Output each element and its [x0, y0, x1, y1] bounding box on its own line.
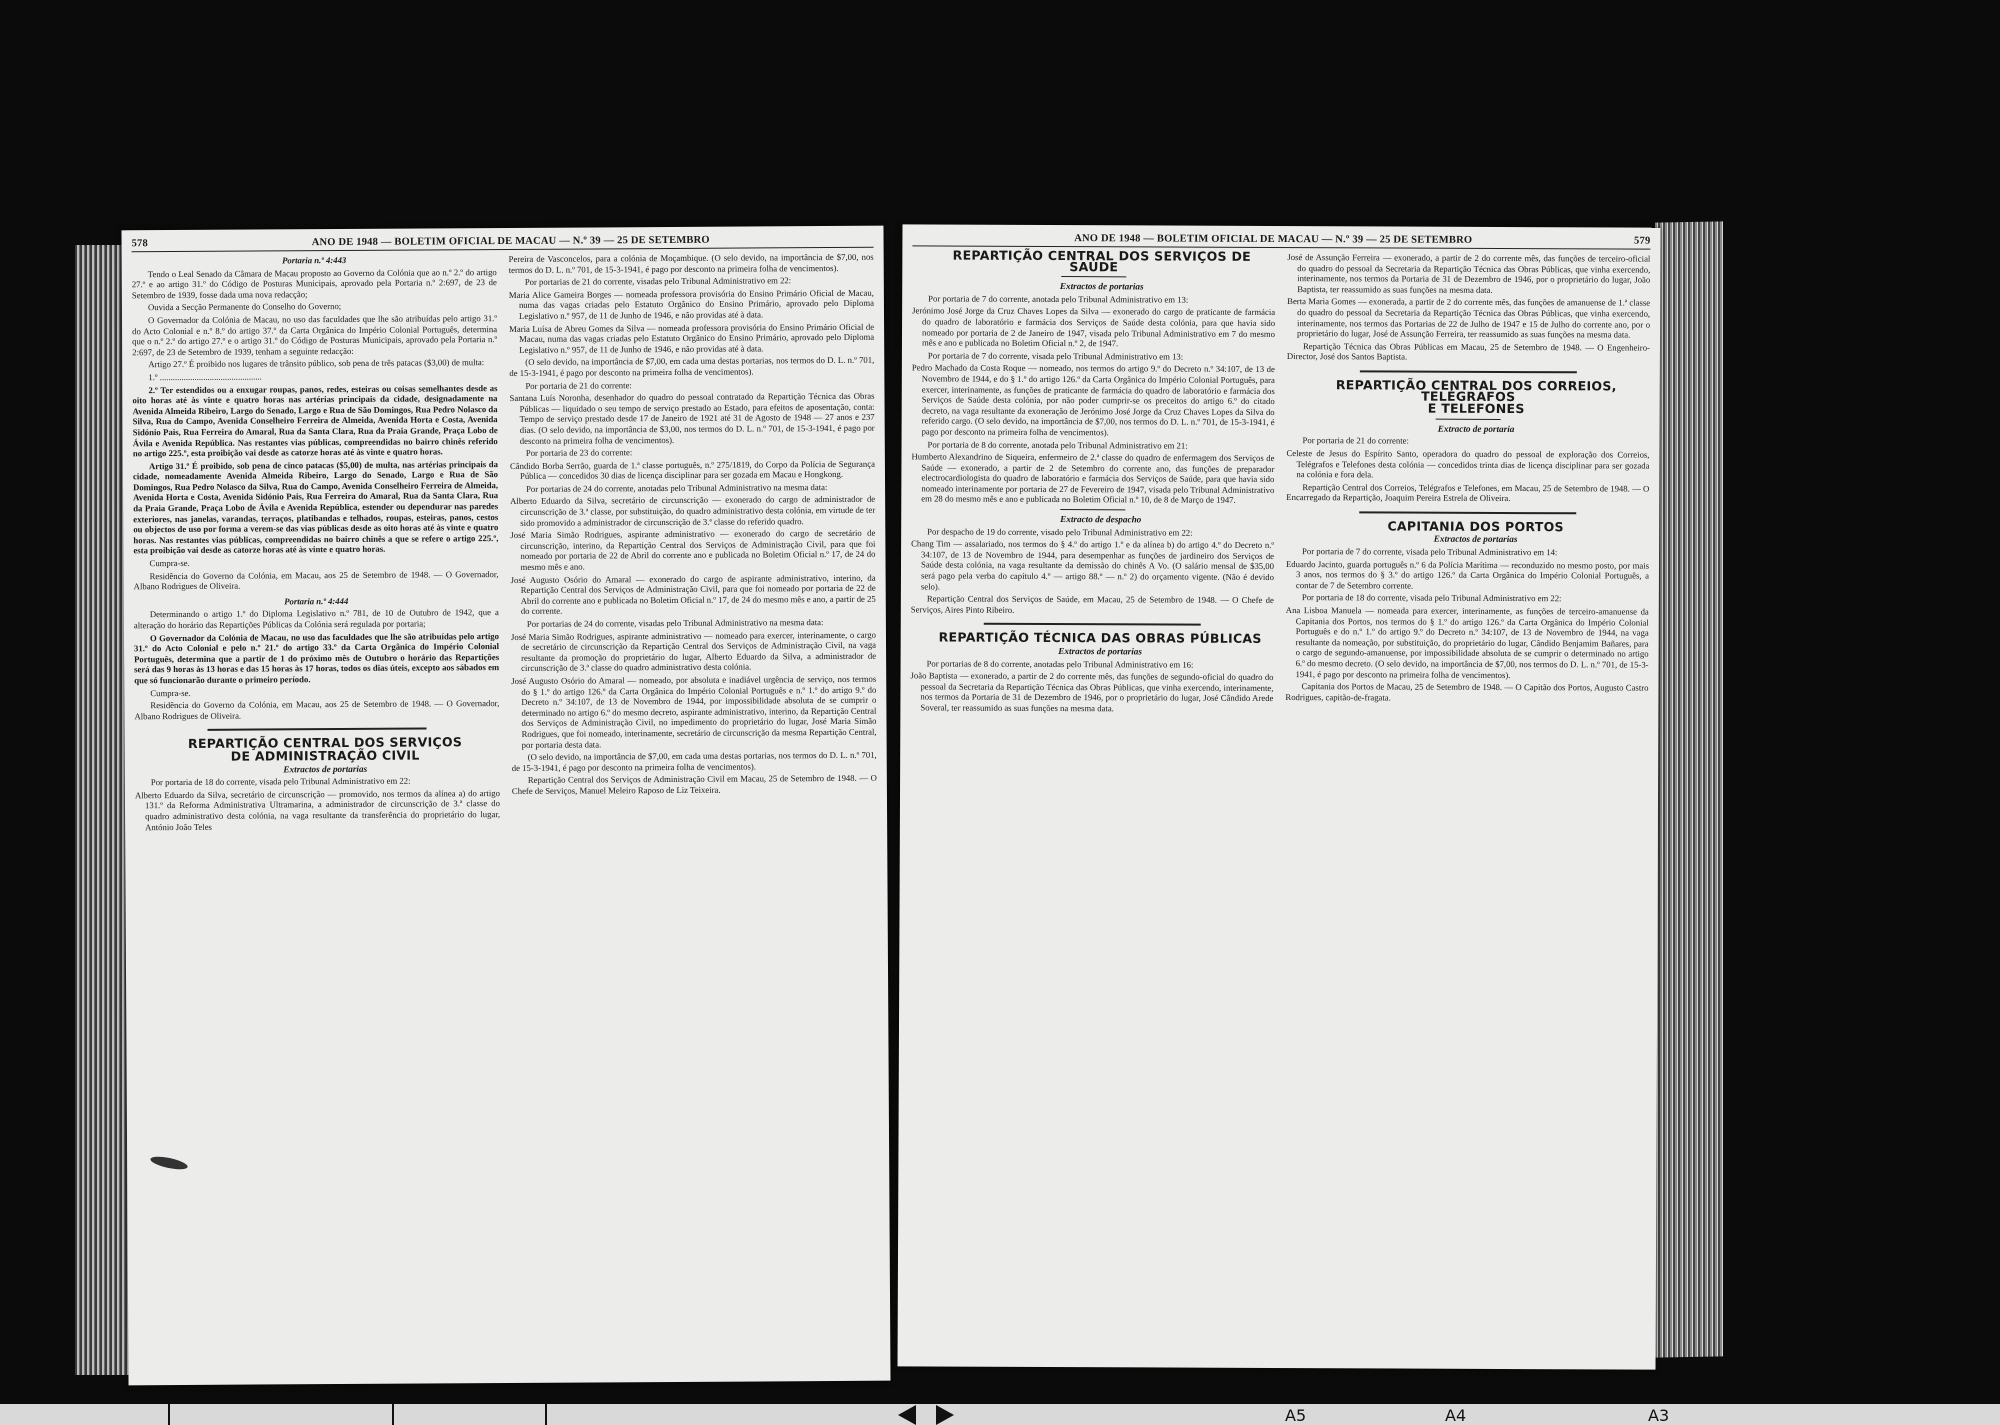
right-page-column-1: [910, 247, 1276, 716]
paragraph: Por portaria de 8 do corrente, anotada pelo Tribunal Administrativo em 21:: [927, 438, 1188, 451]
paragraph: Cumpra-se.: [149, 557, 190, 569]
paragraph: 2.º Ter estendidos ou a enxugar roupas, panos, redes, esteiras ou coisas semelhantes desde as oito horas até às vinte e quatro horas nas artérias principais da cidade, designadamente na Avenida Almeida Ribeiro, Largo do Senado, Largo e Rua de São Domingos, Rua Pedro Nolasco da Silva, Rua do Campo, Avenida Conselheiro Ferreira de Almeida, Avenida Horta e Costa, Avenida Sidónio Pais, Rua Ferreira do Amaral, Rua da Santa Clara, Rua da Praia Grande, Praça Lobo de Ávila e Avenida República. Nas restantes vias públicas, compreendidas no bairro chinês referido no artigo 225.º, esta proibição vai desde as catorze horas até às vinte e quatro horas.: [132, 382, 498, 459]
section-subtitle: Extractos de portarias: [1433, 534, 1518, 545]
paragraph: Humberto Alexandrino de Siqueira, enfermeiro de 2.ª classe do quadro de enfermagem dos Serviços de Saúde — exonerado, a partir de 2 de Setembro do corrente ano, das funções de preparador electrocardiologista do quadro de laboratório e farmácia dos Serviços de Saúde, para que havia sido nomeado interinamente por portaria de 27 de Fevereiro de 1947, visada pelo Tribunal Administrativo em 28 do mesmo mês e ano e publicada no Boletim Oficial n.º 10, de 8 de Março de 1947.: [911, 451, 1275, 506]
strip-tick: [168, 1404, 170, 1425]
section-title: REPARTIÇÃO CENTRAL DOS SERVIÇOS: [187, 734, 463, 752]
signature-line: Residência do Governo da Colónia, em Macau, aos 25 de Setembro de 1948. — O Governador, Albano Rodrigues de Oliveira.: [134, 698, 500, 722]
paragraph: Cumpra-se.: [150, 687, 191, 698]
paragraph: Alberto Eduardo da Silva, secretário de circunscrição — promovido, nos termos da alínea a) do artigo 131.º da Reforma Administrativa Ultramarina, a administrador de circunscrição de 3.ª classe do quadro administrativo desta colónia, na vaga resultante da transferência do proprietário do lugar, António João Teles: [134, 787, 501, 832]
paragraph: José Augusto Osório do Amaral — nomeado, por absoluta e inadiável urgência de serviço, nos termos do § 1.º do artigo 126.º da Carta Orgânica do Império Colonial Português e n.º 1.º do artigo 9.º do Decreto n.º 34:107, de 13 de Novembro de 1944, por impossibilidade absoluta de se cumprir o determinado no artigo 6.º do mesmo decreto, aspirante administrativo, interino, da Repartição Central dos Serviços de Administração Civil, no impedimento do proprietário do lugar, José Maria Simão Rodrigues, que foi nomeado, interinamente, secretário de circunscrição da mesma Repartição Central, por portaria desta data.: [511, 673, 877, 750]
book-edge-right: [1655, 221, 1723, 1357]
left-page-column-1: [132, 254, 501, 834]
paragraph: Maria Alice Gameira Borges — nomeada professora provisória do Ensino Primário Oficial de Macau, numa das vagas criadas pelo Estatuto Orgânico do Ensino Primário, aprovado pelo Diploma Legislativo n.º 957, de 11 de Junho de 1946, e não providas até à data.: [508, 287, 874, 321]
paragraph: Chang Tim — assalariado, nos termos do § 4.º do artigo 1.º e da alínea b) do artigo 4.º do Decreto n.º 34:107, de 13 de Novembro de 1944, para desempenhar as funções de jardineiro dos Serviços de Saúde desta colónia, na vaga resultante da demissão do chinês A Vo. (O salário mensal de $35,00 será pago pela verba do capítulo 4.º — artigo 88.º — n.º 2) do orçamento vigente. (Não é devido selo).: [911, 538, 1275, 592]
section-subtitle: Extracto de portaria: [1437, 423, 1515, 434]
paragraph: Por portarias de 24 do corrente, anotadas pelo Tribunal Administrativo na mesma data:: [526, 481, 828, 494]
section-title: CAPITANIA DOS PORTOS: [1387, 518, 1564, 535]
paragraph: Santana Luís Noronha, desenhador do quadro do pessoal contratado da Repartição Técnica das Obras Públicas — liquidado o seu tempo de serviço prestado ao Estado, para efeitos de aposentação, conta: Tempo de serviço prestado desde 17 de Janeiro de 1921 até 31 de Agosto de 1948 — 27 anos e 237 dias. (O selo devido, na importância de $3,00, nos termos do D. L. n.º 701, de 15-3-1941, é pago por desconto na primeira folha de vencimentos).: [509, 390, 875, 446]
paragraph: Determinando o artigo 1.º do Diploma Legislativo n.º 781, de 10 de Outubro de 1942, que a alteração do horário das Repartições Públicas da Colónia será regulada por portaria;: [133, 607, 499, 631]
paragraph: José Maria Simão Rodrigues, aspirante administrativo — exonerado do cargo de secretário de circunscrição, interino, da Repartição Central dos Serviços de Administração Civil, para que foi nomeado por portaria de 22 de Abril do corrente ano e publicada no Boletim Oficial n.º 17, de 24 do mesmo mês e ano.: [510, 527, 876, 572]
paragraph: Artigo 27.º É proibido nos lugares de trânsito público, sob pena de três patacas ($3,00) de multa:: [148, 357, 485, 370]
signature-line: Residência do Governo da Colónia, em Macau, aos 25 de Setembro de 1948. — O Governador, Albano Rodrigues de Oliveira.: [133, 568, 499, 592]
section-title: REPARTIÇÃO TÉCNICA DAS OBRAS PÚBLICAS: [938, 629, 1262, 647]
paragraph: Por portaria de 21 do corrente:: [525, 379, 632, 391]
section-subtitle: Extracto de despacho: [1060, 514, 1142, 525]
portaria-title: Portaria n.º 4:443: [282, 254, 347, 266]
paragraph: Por portaria de 7 do corrente, visada pelo Tribunal Administrativo em 13:: [927, 350, 1184, 362]
left-page: [121, 226, 890, 1386]
film-strip: [0, 1404, 2000, 1425]
paragraph: Pereira de Vasconcelos, para a colónia de Moçambique. (O selo devido, na importância de $7,00, nos termos do D. L. n.º 701, de 15-3-1941, é pago por desconto na primeira folha de vencimentos).: [508, 251, 874, 275]
paragraph: Por portaria de 21 do corrente:: [1302, 435, 1409, 446]
signature-line: Repartição Técnica das Obras Públicas em Macau, 25 de Setembro de 1948. — O Engenheiro-Director, José dos Santos Baptista.: [1286, 340, 1650, 362]
strip-arrow-right-icon: [936, 1405, 954, 1425]
paragraph: Por portaria de 18 do corrente, visada pelo Tribunal Administrativo em 22:: [1301, 592, 1562, 604]
portaria-title: Portaria n.º 4:444: [284, 595, 349, 607]
running-title: ANO DE 1948 — BOLETIM OFICIAL DE MACAU — N.º 39 — 25 DE SETEMBRO: [1074, 233, 1473, 246]
running-title: ANO DE 1948 — BOLETIM OFICIAL DE MACAU — N.º 39 — 25 DE SETEMBRO: [311, 234, 710, 249]
paragraph: Artigo 31.º É proibido, sob pena de cinco patacas ($5,00) de multa, nas artérias principais da cidade, nomeadamente Avenida Almeida Ribeiro, Largo do Senado, Largo e Rua de São Domingos, Rua Pedro Nolasco da Silva, Rua do Campo, Avenida Conselheiro Ferreira de Almeida, Avenida Horta e Costa, Avenida Sidónio Pais, Rua Ferreira do Amaral, Rua da Santa Clara, Rua da Praia Grande, Praça Lobo de Ávila e Avenida República, estender ou dependurar nas paredes exteriores, nas janelas, varandas, terraços, platibandas e telhados, roupas, esteiras, panos, cestos ou objectos de uso por forma a verem-se das vias públicas desde as oito horas até às vinte e quatro horas. Nas restantes vias públicas, compreendidas no bairro chinês a que se refere o artigo 225.º, esta proibição vai desde as catorze horas até às vinte e quatro horas.: [132, 458, 499, 556]
paragraph: Ana Lisboa Manuela — nomeada para exercer, interinamente, as funções de terceiro-amanuense da Capitania dos Portos, nos termos do § 1.º do artigo 126.º da Carta Orgânica do Império Colonial Português e do n.º 1.º do artigo 9.º do Decreto n.º 34:107, de 13 de Novembro de 1944, na vaga resultante da nomeação, por substituição, do proprietário do lugar, Cândido Benjamim Bañares, para o cargo de segundo-amanuense, por impossibilidade absoluta de se cumprir o determinado no artigo 6.º do mesmo decreto. (O selo devido, na importância de $7,00, nos termos do D. L. n.º 701, de 15-3-1941, é pago por desconto na primeira folha de vencimentos).: [1285, 605, 1649, 680]
signature-line: Repartição Central dos Correios, Telégrafos e Telefones, em Macau, 25 de Setembro de 1948. — O Encarregado da Repartição, Joaquim Pereira Estrela de Oliveira.: [1286, 481, 1650, 504]
section-divider: [1359, 511, 1577, 514]
paragraph: O Governador da Colónia de Macau, no uso das faculdades que lhe são atribuídas pelo artigo 31.º do Acto Colonial e n.º 8.º do artigo 37.º da Carta Orgânica do Império Colonial Português, determina que o n.º 2.º do artigo 27.º e o artigo 31.º do Código de Posturas Municipais, aprovado pela Portaria n.º 2:697, de 23 de Setembro de 1939, tenham a seguinte redacção:: [132, 313, 498, 358]
paragraph: Por portaria de 7 do corrente, anotada pelo Tribunal Administrativo em 13:: [928, 293, 1189, 305]
section-title: REPARTIÇÃO CENTRAL DOS CORREIOS, TELÉGRAFOS: [1335, 377, 1617, 404]
signature-line: Capitania dos Portos de Macau, 25 de Setembro de 1948. — O Capitão dos Portos, Augusto Castro Rodrigues, capitão-de-fragata.: [1285, 681, 1649, 703]
paragraph: Pedro Machado da Costa Roque — nomeado, nos termos do artigo 9.º do Decreto n.º 34:107, de 13 de Novembro de 1944, e do § 1.º do artigo 126.º da Carta Orgânica do Império Colonial Português, para exercer, interinamente, as funções de praticante de farmácia do quadro de laboratório e farmácia dos Serviços de Saúde desta colónia, por não poder cumprir-se os preceitos do artigo 6.º do citado decreto, na vaga resultante da exoneração de Jerónimo José Jorge da Cruz Chaves Lopes da Silva do referido cargo. (O selo devido, na importância de $7,00, nos termos do D. L. n.º 701, de 15-3-1941, é pago por desconto na primeira folha de vencimentos).: [911, 362, 1275, 438]
paragraph: Cândido Borba Serrão, guarda de 1.ª classe português, n.º 275/1819, do Corpo da Polícia de Segurança Pública — concedidos 30 dias de licença disciplinar para ser gozada em Macau e Hongkong.: [509, 458, 875, 482]
paragraph: Por portaria de 23 do corrente:: [525, 447, 633, 458]
paragraph: Maria Luísa de Abreu Gomes da Silva — nomeada professora provisória do Ensino Primário Oficial de Macau, numa das vagas criadas pelo Estatuto Orgânico do Ensino Primário, aprovado pelo Diploma Legislativo n.º 957, de 11 de Junho de 1946, e não providas até à data.: [509, 321, 875, 355]
section-subtitle: Extractos de portarias: [283, 763, 368, 774]
paragraph: José Augusto Osório do Amaral — exonerado do cargo de aspirante administrativo, interino, da Repartição Central dos Serviços de Administração Civil, para que foi nomeado por portaria de 22 de Abril do corrente ano e publicada no Boletim Oficial n.º 17, de 24 do mesmo mês e ano, a partir de 25 do corrente.: [510, 572, 876, 617]
signature-line: Repartição Central dos Serviços de Saúde, em Macau, 25 de Setembro de 1948. — O Chefe de Serviços, Aires Pinto Ribeiro.: [910, 593, 1274, 615]
section-divider: [983, 623, 1201, 626]
paragraph: Ouvida a Secção Permanente do Conselho do Governo;: [147, 301, 342, 313]
paragraph: Por portaria de 7 do corrente, visada pelo Tribunal Administrativo em 14:: [1302, 546, 1558, 558]
paragraph: Por portaria de 18 do corrente, visada pelo Tribunal Administrativo em 22:: [150, 775, 411, 788]
section-divider: [1061, 276, 1126, 277]
section-divider: [1435, 418, 1500, 419]
left-page-column-2: [509, 252, 878, 832]
page-number: 579: [1634, 235, 1651, 247]
paragraph: O Governador da Colónia de Macau, no uso das faculdades que lhe são atribuídas pelo artigo 31.º do Acto Colonial e pelo n.º 21.º do artigo 33.º da Carta Orgânica do Império Colonial Português, determina que a partir de 1 do próximo mês de Outubro o horário das Repartições será das 9 horas às 13 horas e das 15 horas às 17 horas, todos os dias úteis, excepto aos sábados em que só funcionarão durante o primeiro período.: [134, 630, 500, 686]
paragraph: Eduardo Jacinto, guarda português n.º 6 da Polícia Marítima — reconduzido no mesmo posto, por mais 3 anos, nos termos do § 3.º do artigo 126.º da Carta Orgânica do Império Colonial Português, a contar de 7 de Setembro corrente.: [1285, 558, 1650, 591]
paragraph: Por portarias de 8 do corrente, anotadas pelo Tribunal Administrativo em 16:: [926, 658, 1194, 670]
section-title: DE ADMINISTRAÇÃO CIVIL: [230, 747, 420, 764]
left-page-header: [132, 234, 874, 253]
section-divider: [208, 728, 427, 731]
paragraph: Berta Maria Gomes — exonerada, a partir de 2 do corrente mês, das funções de amanuense de 1.ª classe do quadro do pessoal da Secretaria da Repartição Técnica das Obras Públicas, que vinha exercendo, interinamente, nos termos das Portarias de 22 de Julho de 1947 e 15 de Julho do corrente ano, por o proprietário do lugar, José de Assunção Ferreira, ter reassumido as suas funções na mesma data.: [1287, 296, 1651, 340]
paragraph: 1.º ...............................................: [148, 371, 262, 383]
strip-arrow-left-icon: [898, 1405, 916, 1425]
paragraph: Por despacho de 19 do corrente, visado pelo Tribunal Administrativo em 22:: [927, 526, 1193, 538]
right-page-column-2: [1285, 252, 1650, 718]
page-number: 578: [131, 238, 148, 250]
paragraph: Tendo o Leal Senado da Câmara de Macau proposto ao Governo da Colónia que ao n.º 2.º do artigo 27.º e ao artigo 31.º do Código de Posturas Municipais, aprovado pela Portaria n.º 2:697, de 23 de Setembro de 1939, fosse dada uma nova redacção;: [131, 266, 497, 301]
paragraph: Por portarias de 21 do corrente, visadas pelo Tribunal Administrativo em 22:: [524, 275, 792, 288]
strip-mark: A3: [1648, 1406, 1670, 1425]
section-divider: [1060, 509, 1125, 510]
section-subtitle: Extractos de portarias: [1059, 281, 1144, 292]
strip-tick: [545, 1404, 547, 1425]
strip-tick: [392, 1404, 394, 1425]
paragraph: Celeste de Jesus do Espírito Santo, operadora do quadro do pessoal de exploração dos Correios, Telégrafos e Telefones desta colónia — concedidos trinta dias de licença disciplinar para ser gozada na colónia e fora dela.: [1286, 447, 1650, 480]
paragraph: João Baptista — exonerado, a partir de 2 do corrente mês, das funções de segundo-oficial do quadro do pessoal da Secretaria da Repartição Técnica das Obras Públicas, que vinha exercendo, interinamente, nos termos da Portaria de 31 de Dezembro de 1946, por o proprietário do lugar, José Cândido Arede Soveral, ter reassumido as suas funções na mesma data.: [910, 670, 1274, 714]
right-page: [898, 224, 1661, 1369]
section-title: E TELEFONES: [1427, 400, 1525, 417]
paragraph: José Maria Simão Rodrigues, aspirante administrativo — nomeado para exercer, interinamente, o cargo de secretário de circunscrição da Repartição Central dos Serviços de Administração Civil, na vaga resultante da promoção do proprietário do lugar, Alberto Eduardo da Silva, a administrador de circunscrição de 3.ª classe do quadro administrativo desta colónia.: [510, 629, 877, 674]
section-title: REPARTIÇÃO CENTRAL DOS SERVIÇOS DE SAÚDE: [952, 247, 1252, 274]
paragraph: Alberto Eduardo da Silva, secretário de circunscrição — exonerado do cargo de administrador de circunscrição de 3.ª classe, por substituição, do quadro administrativo desta colónia, em virtude de ter sido promovido a administrador de circunscrição de 3.ª classe do referido quadro.: [510, 494, 876, 528]
strip-mark: A4: [1445, 1406, 1467, 1425]
strip-mark: A5: [1285, 1406, 1307, 1425]
paragraph: José de Assunção Ferreira — exonerado, a partir de 2 do corrente mês, das funções de terceiro-oficial do quadro do pessoal da Secretaria da Repartição Técnica das Obras Públicas, que vinha exercendo, interinamente, nos termos da Portaria de 31 de Dezembro de 1946, por o proprietário do lugar, João Baptista, ter reassumido as suas funções na mesma data.: [1287, 252, 1651, 295]
section-divider: [1359, 370, 1577, 373]
paragraph: Por portarias de 24 do corrente, visadas pelo Tribunal Administrativo na mesma data:: [526, 617, 824, 629]
paragraph: (O selo devido, na importância de $7,00, em cada uma destas portarias, nos termos do D. L. n.º 701, de 15-3-1941, é pago por desconto na primeira folha de vencimentos).: [509, 355, 875, 378]
paragraph: Jerónimo José Jorge da Cruz Chaves Lopes da Silva — exonerado do cargo de praticante de farmácia do quadro de laboratório e farmácia dos Serviços de Saúde desta colónia, para que havia sido nomeado por portaria de 2 de Janeiro de 1947, visada pelo Tribunal Administrativo em 7 do mesmo mês e ano e publicada no Boletim Oficial n.º 2, de 1947.: [912, 305, 1276, 349]
paragraph: (O selo devido, na importância de $7,00, em cada uma destas portarias, nos termos do D. L. n.º 701, de 15-3-1941, é pago por desconto na primeira folha de vencimentos).: [511, 749, 877, 773]
section-subtitle: Extractos de portarias: [1058, 646, 1143, 657]
signature-line: Repartição Central dos Serviços de Administração Civil em Macau, 25 de Setembro de 1948. — O Chefe de Serviços, Manuel Meleiro Raposo de Liz Teixeira.: [511, 773, 877, 796]
